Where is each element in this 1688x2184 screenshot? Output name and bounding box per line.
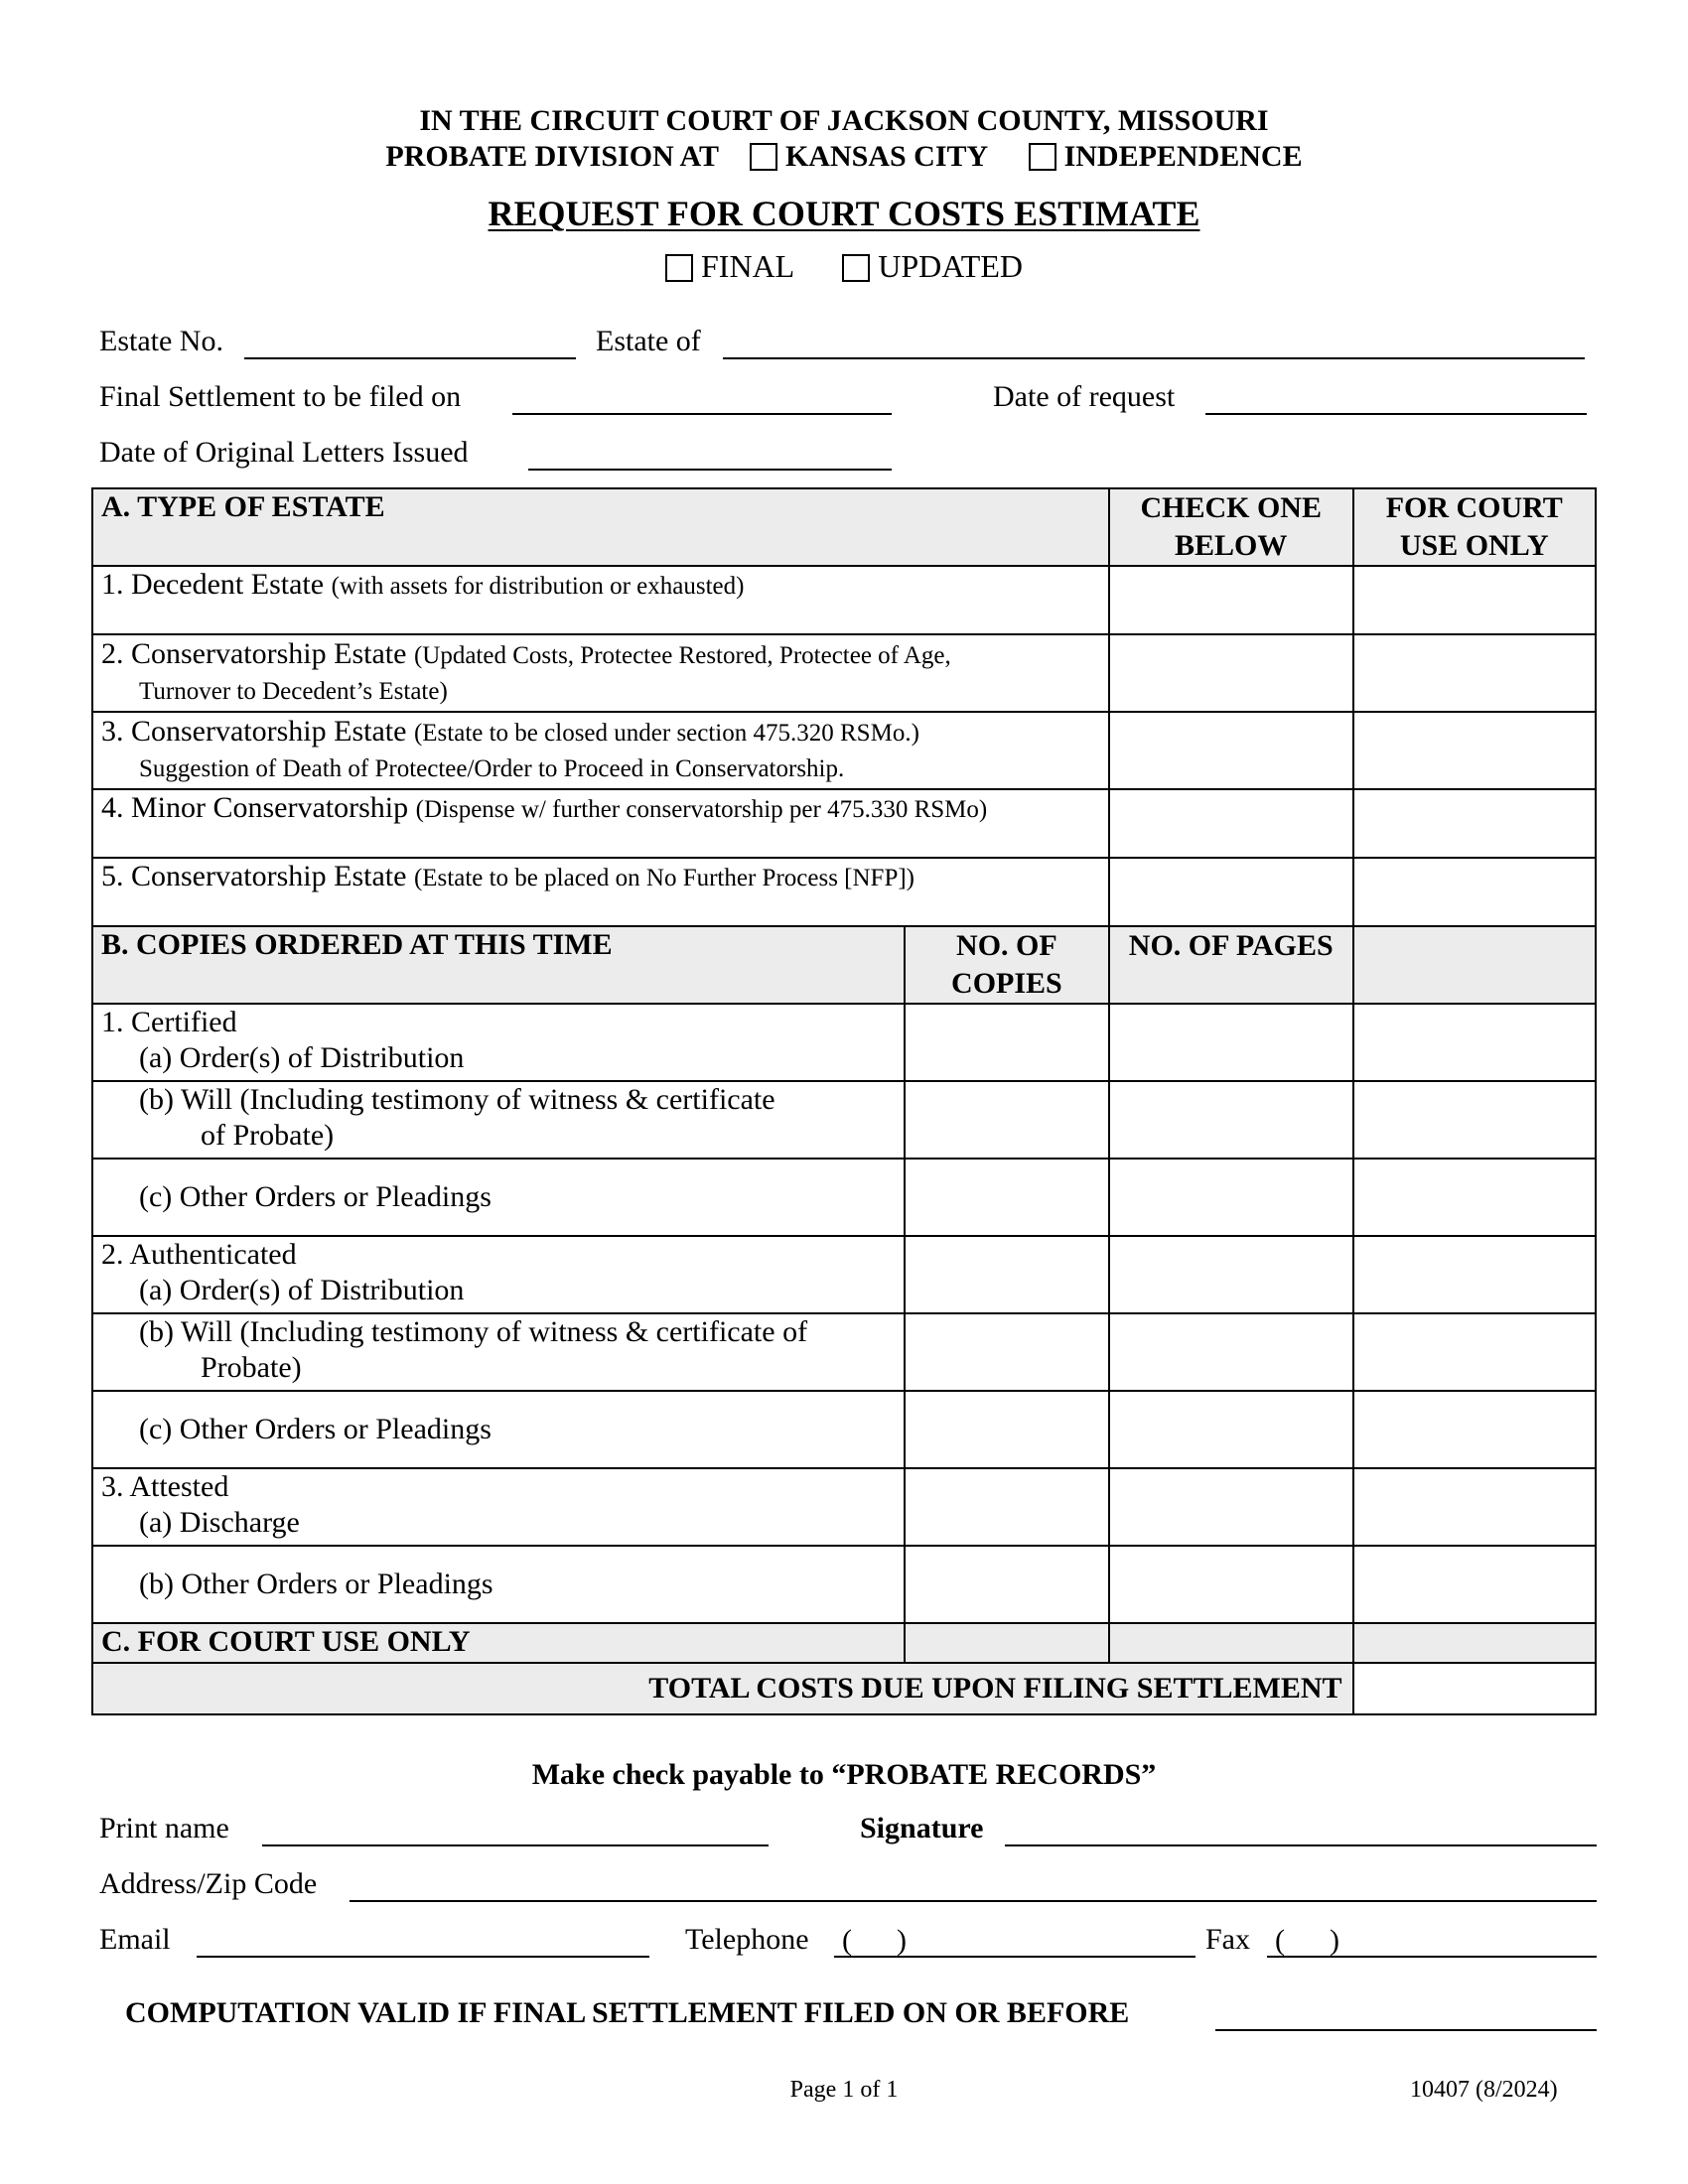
copy-category: 3. Attested <box>101 1470 229 1503</box>
copy-label <box>92 1546 905 1623</box>
signature-label: Signature <box>860 1812 984 1844</box>
court-use-header: FOR COURT USE ONLY <box>1353 488 1597 566</box>
copy-row <box>92 1236 1596 1313</box>
address-label: Address/Zip Code <box>99 1867 318 1900</box>
copies-cell[interactable] <box>905 1468 1109 1546</box>
pages-cell[interactable] <box>1109 1236 1353 1313</box>
copy-row <box>92 1004 1596 1081</box>
estate-type-note: (Estate to be closed under section 475.320 RSMo.) <box>413 720 919 747</box>
section-c-cell <box>1353 1623 1597 1663</box>
section-c-row <box>92 1623 1596 1663</box>
date-original-letters-field[interactable] <box>528 469 892 471</box>
final-label: FINAL <box>701 248 795 284</box>
court-heading: IN THE CIRCUIT COURT OF JACKSON COUNTY, MISSOURI <box>419 104 1269 137</box>
total-costs-cell <box>1353 1663 1597 1714</box>
computation-date-field[interactable] <box>1215 2029 1597 2031</box>
estate-type-label <box>92 634 1109 712</box>
no-of-copies-header: NO. OF COPIES <box>905 926 1109 1004</box>
final-settlement-field[interactable] <box>512 413 892 415</box>
check-one-header: CHECK ONE BELOW <box>1109 488 1353 566</box>
date-of-request-field[interactable] <box>1205 413 1587 415</box>
independence-label: INDEPENDENCE <box>1063 140 1303 173</box>
copies-cell[interactable] <box>905 1159 1109 1236</box>
kansas-city-option[interactable] <box>750 140 987 173</box>
estate-type-main: 1. Decedent Estate <box>101 568 325 601</box>
date-original-letters-label: Date of Original Letters Issued <box>99 436 469 469</box>
copy-row <box>92 1391 1596 1468</box>
pages-cell[interactable] <box>1109 1468 1353 1546</box>
court-use-cell <box>1353 858 1597 926</box>
copy-row <box>92 1081 1596 1159</box>
pages-cell[interactable] <box>1109 1081 1353 1159</box>
pages-cell[interactable] <box>1109 1313 1353 1391</box>
estate-type-note: (with assets for distribution or exhausted) <box>331 573 745 600</box>
court-use-cell <box>1353 1081 1597 1159</box>
telephone-area-code: ( ) <box>842 1924 907 1957</box>
check-cell[interactable] <box>1109 858 1353 926</box>
estate-type-note-cont: Suggestion of Death of Protectee/Order to Proceed in Conservatorship. <box>139 755 845 782</box>
total-row <box>92 1663 1596 1714</box>
print-name-field[interactable] <box>262 1844 769 1846</box>
copy-item: (c) Other Orders or Pleadings <box>139 1413 492 1445</box>
form-number: 10407 (8/2024) <box>1410 2077 1558 2103</box>
estate-no-label: Estate No. <box>99 325 223 357</box>
independence-option[interactable] <box>1029 140 1303 173</box>
check-cell[interactable] <box>1109 712 1353 789</box>
no-of-pages-header: NO. OF PAGES <box>1109 926 1353 1004</box>
court-use-cell <box>1353 1159 1597 1236</box>
copy-item: (a) Order(s) of Distribution <box>139 1041 465 1074</box>
copy-row <box>92 1546 1596 1623</box>
pages-cell[interactable] <box>1109 1391 1353 1468</box>
court-use-cell <box>1353 1236 1597 1313</box>
section-c-cell <box>1109 1623 1353 1663</box>
copy-label <box>92 1468 905 1546</box>
copy-label <box>92 1391 905 1468</box>
copy-item: (a) Discharge <box>139 1506 300 1539</box>
estate-type-main: 3. Conservatorship Estate <box>101 715 407 748</box>
total-costs-label: TOTAL COSTS DUE UPON FILING SETTLEMENT <box>92 1663 1353 1714</box>
copy-category: 1. Certified <box>101 1006 237 1038</box>
court-use-cell <box>1353 1546 1597 1623</box>
court-use-cell <box>1353 1391 1597 1468</box>
estate-type-note: (Dispense w/ further conservatorship per 475.330 RSMo) <box>415 796 988 823</box>
estate-type-label <box>92 712 1109 789</box>
pages-cell[interactable] <box>1109 1546 1353 1623</box>
copy-item-cont: Probate) <box>201 1351 302 1384</box>
copy-label <box>92 1159 905 1236</box>
copy-row <box>92 1159 1596 1236</box>
estate-type-note: (Estate to be placed on No Further Process [NFP]) <box>413 865 915 891</box>
copy-label <box>92 1236 905 1313</box>
estate-type-main: 5. Conservatorship Estate <box>101 860 407 892</box>
check-payable-note: Make check payable to “PROBATE RECORDS” <box>531 1758 1157 1791</box>
copy-item: (b) Will (Including testimony of witness & certificate of <box>139 1315 808 1348</box>
section-a-heading: A. TYPE OF ESTATE <box>92 488 1109 566</box>
final-option[interactable] <box>665 248 794 284</box>
estate-type-main: 2. Conservatorship Estate <box>101 637 407 670</box>
estate-type-note-cont: Turnover to Decedent’s Estate) <box>139 678 448 705</box>
computation-note: COMPUTATION VALID IF FINAL SETTLEMENT FILED ON OR BEFORE <box>125 1996 1130 2029</box>
estate-type-note: (Updated Costs, Protectee Restored, Protectee of Age, <box>413 642 951 669</box>
section-b-heading: B. COPIES ORDERED AT THIS TIME <box>92 926 905 1004</box>
copies-cell[interactable] <box>905 1236 1109 1313</box>
copies-cell[interactable] <box>905 1081 1109 1159</box>
division-line <box>0 139 1688 175</box>
estate-type-label <box>92 566 1109 634</box>
print-name-label: Print name <box>99 1812 229 1844</box>
email-field[interactable] <box>197 1956 649 1958</box>
court-use-cell <box>1353 926 1597 1004</box>
estate-type-row <box>92 789 1596 858</box>
kansas-city-label: KANSAS CITY <box>784 140 988 173</box>
copies-cell[interactable] <box>905 1391 1109 1468</box>
copy-item-cont: of Probate) <box>201 1119 335 1152</box>
copy-item: (c) Other Orders or Pleadings <box>139 1180 492 1213</box>
copy-row <box>92 1468 1596 1546</box>
updated-label: UPDATED <box>878 248 1023 284</box>
court-use-cell <box>1353 634 1597 712</box>
copy-row <box>92 1313 1596 1391</box>
copy-item: (a) Order(s) of Distribution <box>139 1274 465 1306</box>
estate-of-label: Estate of <box>596 325 701 357</box>
address-field[interactable] <box>350 1900 1597 1902</box>
estate-no-field[interactable] <box>244 357 576 359</box>
pages-cell[interactable] <box>1109 1159 1353 1236</box>
copies-cell[interactable] <box>905 1004 1109 1081</box>
section-a-header-row <box>92 488 1596 566</box>
date-of-request-label: Date of request <box>993 380 1176 413</box>
check-cell[interactable] <box>1109 789 1353 858</box>
estate-type-label <box>92 789 1109 858</box>
estate-type-label <box>92 858 1109 926</box>
estate-of-field[interactable] <box>723 357 1585 359</box>
estate-type-row <box>92 634 1596 712</box>
form-title: REQUEST FOR COURT COSTS ESTIMATE <box>488 194 1200 233</box>
copy-item: (b) Other Orders or Pleadings <box>139 1568 493 1600</box>
updated-option[interactable] <box>842 248 1023 284</box>
copy-label <box>92 1004 905 1081</box>
court-use-cell <box>1353 1313 1597 1391</box>
check-cell[interactable] <box>1109 634 1353 712</box>
email-label: Email <box>99 1923 171 1956</box>
final-checkbox[interactable] <box>665 254 693 282</box>
court-use-cell <box>1353 712 1597 789</box>
fax-area-code: ( ) <box>1275 1924 1339 1957</box>
estate-type-row <box>92 566 1596 634</box>
division-label: PROBATE DIVISION AT <box>385 140 719 173</box>
section-c-heading: C. FOR COURT USE ONLY <box>92 1623 905 1663</box>
section-b-header-row <box>92 926 1596 1004</box>
final-settlement-label: Final Settlement to be filed on <box>99 380 462 413</box>
page-number: Page 1 of 1 <box>789 2077 899 2103</box>
pages-cell[interactable] <box>1109 1004 1353 1081</box>
copy-label <box>92 1313 905 1391</box>
independence-checkbox[interactable] <box>1029 143 1056 171</box>
estate-type-row <box>92 712 1596 789</box>
signature-field[interactable] <box>1005 1844 1597 1846</box>
check-cell[interactable] <box>1109 566 1353 634</box>
copy-category: 2. Authenticated <box>101 1238 297 1271</box>
estate-type-row <box>92 858 1596 926</box>
court-use-cell <box>1353 789 1597 858</box>
section-c-cell <box>905 1623 1109 1663</box>
estimate-type-options <box>0 246 1688 286</box>
court-use-cell <box>1353 1004 1597 1081</box>
kansas-city-checkbox[interactable] <box>750 143 777 171</box>
copies-cell[interactable] <box>905 1546 1109 1623</box>
telephone-label: Telephone <box>685 1923 809 1956</box>
copy-label <box>92 1081 905 1159</box>
estate-type-main: 4. Minor Conservatorship <box>101 791 409 824</box>
updated-checkbox[interactable] <box>842 254 870 282</box>
cost-table <box>91 487 1597 1715</box>
court-use-cell <box>1353 1468 1597 1546</box>
copies-cell[interactable] <box>905 1313 1109 1391</box>
court-use-cell <box>1353 566 1597 634</box>
copy-item: (b) Will (Including testimony of witness & certificate <box>139 1083 775 1116</box>
fax-label: Fax <box>1205 1923 1250 1956</box>
